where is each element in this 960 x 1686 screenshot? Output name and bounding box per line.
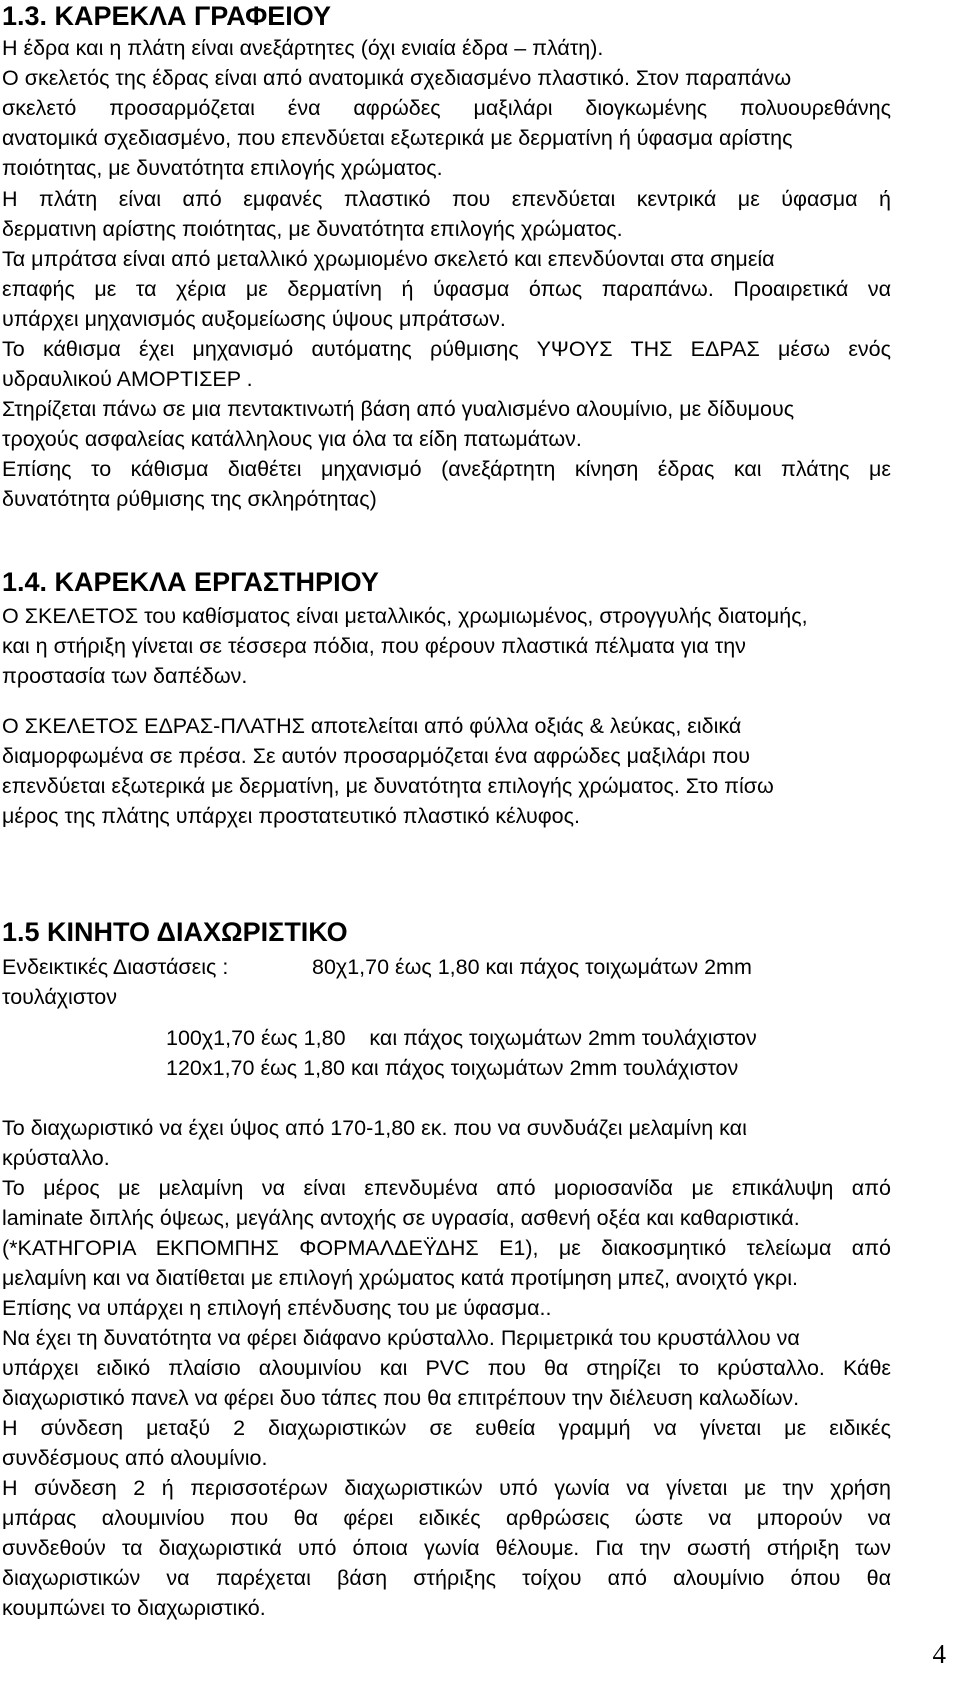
dimension-line: 120x1,70 έως 1,80 και πάχος τοιχωμάτων 2mm τουλάχιστον — [166, 1056, 739, 1080]
paragraph-line: υδραυλικού ΑΜΟΡΤΙΣΕΡ . — [2, 367, 253, 391]
paragraph-line: συνδεθούν τα διαχωριστικά υπό όποια γωνία θέλουμε. Για την σωστή στήριξη των — [2, 1536, 891, 1560]
paragraph-line: Ο ΣΚΕΛΕΤΟΣ ΕΔΡΑΣ-ΠΛΑΤΗΣ αποτελείται από φύλλα οξιάς & λεύκας, ειδικά — [2, 714, 742, 738]
section-heading-office-chair: 1.3. ΚΑΡΕΚΛΑ ΓΡΑΦΕΙΟΥ — [2, 1, 331, 31]
paragraph-line: Επίσης το κάθισμα διαθέτει μηχανισμό (ανεξάρτητη κίνηση έδρας και πλάτης με — [2, 457, 891, 481]
paragraph-line: επενδύεται εξωτερικά με δερματίνη, με δυνατότητα επιλογής χρώματος. Στο πίσω — [2, 774, 774, 798]
paragraph-line: σκελετό προσαρμόζεται ένα αφρώδες μαξιλάρι διογκωμένης πολυουρεθάνης — [2, 96, 891, 120]
paragraph-line: (*ΚΑΤΗΓΟΡΙΑ ΕΚΠΟΜΠΗΣ ΦΟΡΜΑΛΔΕΫΔΗΣ Ε1), με διακοσμητικό τελείωμα από — [2, 1236, 891, 1260]
paragraph-line: Το διαχωριστικό να έχει ύψος από 170-1,80 εκ. που να συνδυάζει μελαμίνη και — [2, 1116, 747, 1140]
paragraph-line: υπάρχει ειδικό πλαίσιο αλουμινίου και PVC που θα στηρίζει το κρύσταλλο. Κάθε — [2, 1356, 891, 1380]
paragraph-line: Τα μπράτσα είναι από μεταλλικό χρωμιομένο σκελετό και επενδύονται στα σημεία — [2, 247, 775, 271]
paragraph-line: διαχωριστικό πανελ να φέρει δυο τάπες που θα επιτρέπουν την διέλευση καλωδίων. — [2, 1386, 800, 1410]
paragraph-line: Επίσης να υπάρχει η επιλογή επένδυσης του με ύφασμα.. — [2, 1296, 552, 1320]
paragraph-line: κουμπώνει το διαχωριστικό. — [2, 1596, 266, 1620]
dimensions-label: Ενδεικτικές Διαστάσεις : — [2, 955, 229, 979]
paragraph-line: Η πλάτη είναι από εμφανές πλαστικό που επενδύεται κεντρικά με ύφασμα ή — [2, 187, 891, 211]
section-heading-mobile-partition: 1.5 ΚΙΝΗΤΟ ΔΙΑΧΩΡΙΣΤΙΚΟ — [2, 917, 348, 947]
paragraph-line: και η στήριξη γίνεται σε τέσσερα πόδια, που φέρουν πλαστικά πέλματα για την — [2, 634, 746, 658]
paragraph-line: διαχωριστικών να παρέχεται βάση στήριξης τοίχου από αλουμίνιο όπου θα — [2, 1566, 891, 1590]
paragraph-line: διαμορφωμένα σε πρέσα. Σε αυτόν προσαρμόζεται ένα αφρώδες μαξιλάρι που — [2, 744, 750, 768]
paragraph-line: δυνατότητα ρύθμισης της σκληρότητας) — [2, 487, 377, 511]
paragraph-line: υπάρχει μηχανισμός αυξομείωσης ύψους μπράτσων. — [2, 307, 506, 331]
paragraph-line: μπάρας αλουμινίου που θα φέρει ειδικές αρθρώσεις ώστε να μπορούν να — [2, 1506, 891, 1530]
paragraph-line: Ο ΣΚΕΛΕΤΟΣ του καθίσματος είναι μεταλλικός, χρωμιωμένος, στρογγυλής διατομής, — [2, 604, 808, 628]
section-heading-lab-chair: 1.4. ΚΑΡΕΚΛΑ ΕΡΓΑΣΤΗΡΙΟΥ — [2, 567, 379, 597]
paragraph-line: επαφής με τα χέρια με δερματίνη ή ύφασμα όπως παραπάνω. Προαιρετικά να — [2, 277, 891, 301]
paragraph-line: δερματινη αρίστης ποιότητας, με δυνατότητα επιλογής χρώματος. — [2, 217, 623, 241]
paragraph-line: Το μέρος με μελαμίνη να είναι επενδυμένα από μοριοσανίδα με επικάλυψη από — [2, 1176, 891, 1200]
paragraph-line: τροχούς ασφαλείας κατάλληλους για όλα τα είδη πατωμάτων. — [2, 427, 582, 451]
paragraph-line: Η σύνδεση 2 ή περισσοτέρων διαχωριστικών υπό γωνία να γίνεται με την χρήση — [2, 1476, 891, 1500]
paragraph-line: κρύσταλλο. — [2, 1146, 110, 1170]
paragraph-line: μέρος της πλάτης υπάρχει προστατευτικό πλαστικό κέλυφος. — [2, 804, 580, 828]
paragraph-line: Το κάθισμα έχει μηχανισμό αυτόματης ρύθμισης ΥΨΟΥΣ ΤΗΣ ΕΔΡΑΣ μέσω ενός — [2, 337, 891, 361]
paragraph-line: Η σύνδεση μεταξύ 2 διαχωριστικών σε ευθεία γραμμή να γίνεται με ειδικές — [2, 1416, 891, 1440]
paragraph-line: Η έδρα και η πλάτη είναι ανεξάρτητες (όχι ενιαία έδρα – πλάτη). — [2, 36, 604, 60]
paragraph-line: ανατομικά σχεδιασμένο, που επενδύεται εξωτερικά με δερματίνη ή ύφασμα αρίστης — [2, 126, 793, 150]
page-number: 4 — [932, 1639, 946, 1669]
paragraph-line: Να έχει τη δυνατότητα να φέρει διάφανο κρύσταλλο. Περιμετρικά του κρυστάλλου να — [2, 1326, 800, 1350]
paragraph-line: προστασία των δαπέδων. — [2, 664, 248, 688]
paragraph-line: ποιότητας, με δυνατότητα επιλογής χρώματος. — [2, 156, 443, 180]
paragraph-line: Στηρίζεται πάνω σε μια πεντακτινωτή βάση από γυαλισμένο αλουμίνιο, με δίδυμους — [2, 397, 795, 421]
dimension-line: τουλάχιστον — [2, 985, 117, 1009]
paragraph-line: Ο σκελετός της έδρας είναι από ανατομικά σχεδιασμένο πλαστικό. Στον παραπάνω — [2, 66, 792, 90]
paragraph-line: laminate διπλής όψεως, μεγάλης αντοχής σε υγρασία, ασθενή οξέα και καθαριστικά. — [2, 1206, 800, 1230]
paragraph-line: συνδέσμους από αλουμίνιο. — [2, 1446, 268, 1470]
dimension-line: 100χ1,70 έως 1,80 και πάχος τοιχωμάτων 2mm τουλάχιστον — [166, 1026, 757, 1050]
paragraph-line: μελαμίνη και να διατίθεται με επιλογή χρώματος κατά προτίμηση μπεζ, ανοιχτό γκρι. — [2, 1266, 799, 1290]
dimension-line: 80χ1,70 έως 1,80 και πάχος τοιχωμάτων 2mm — [312, 955, 752, 979]
